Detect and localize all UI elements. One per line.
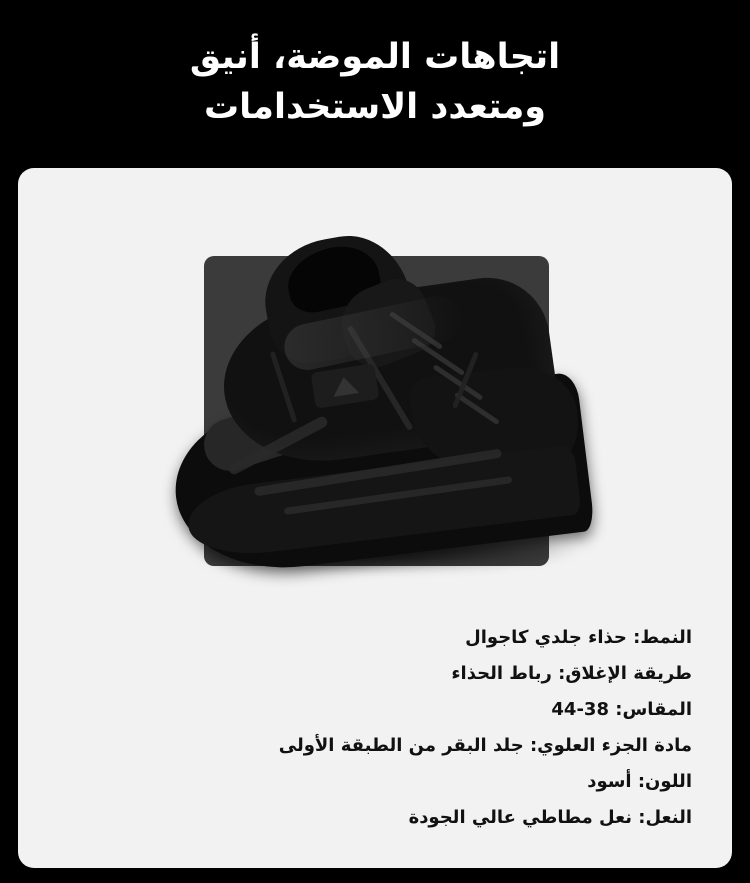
header-title-line-2: ومتعدد الاستخدامات <box>203 86 547 127</box>
spec-row-upper-material: مادة الجزء العلوي: جلد البقر من الطبقة الأولى <box>278 735 692 756</box>
spec-row-sole: النعل: نعل مطاطي عالي الجودة <box>408 807 692 828</box>
spec-row-color: اللون: أسود <box>587 771 692 792</box>
header-title-line-1: اتجاهات الموضة، أنيق <box>189 36 561 77</box>
spec-row-closure: طريقة الإغلاق: رباط الحذاء <box>451 663 692 684</box>
product-card <box>18 168 732 868</box>
shoe-illustration <box>163 200 593 600</box>
product-image-area <box>18 178 732 608</box>
triangle-icon <box>331 375 359 397</box>
product-specs-list <box>18 620 732 836</box>
spec-row-style: النمط: حذاء جلدي كاجوال <box>465 627 692 648</box>
spec-row-size: المقاس: 38-44 <box>551 699 692 720</box>
header-banner <box>0 0 750 165</box>
